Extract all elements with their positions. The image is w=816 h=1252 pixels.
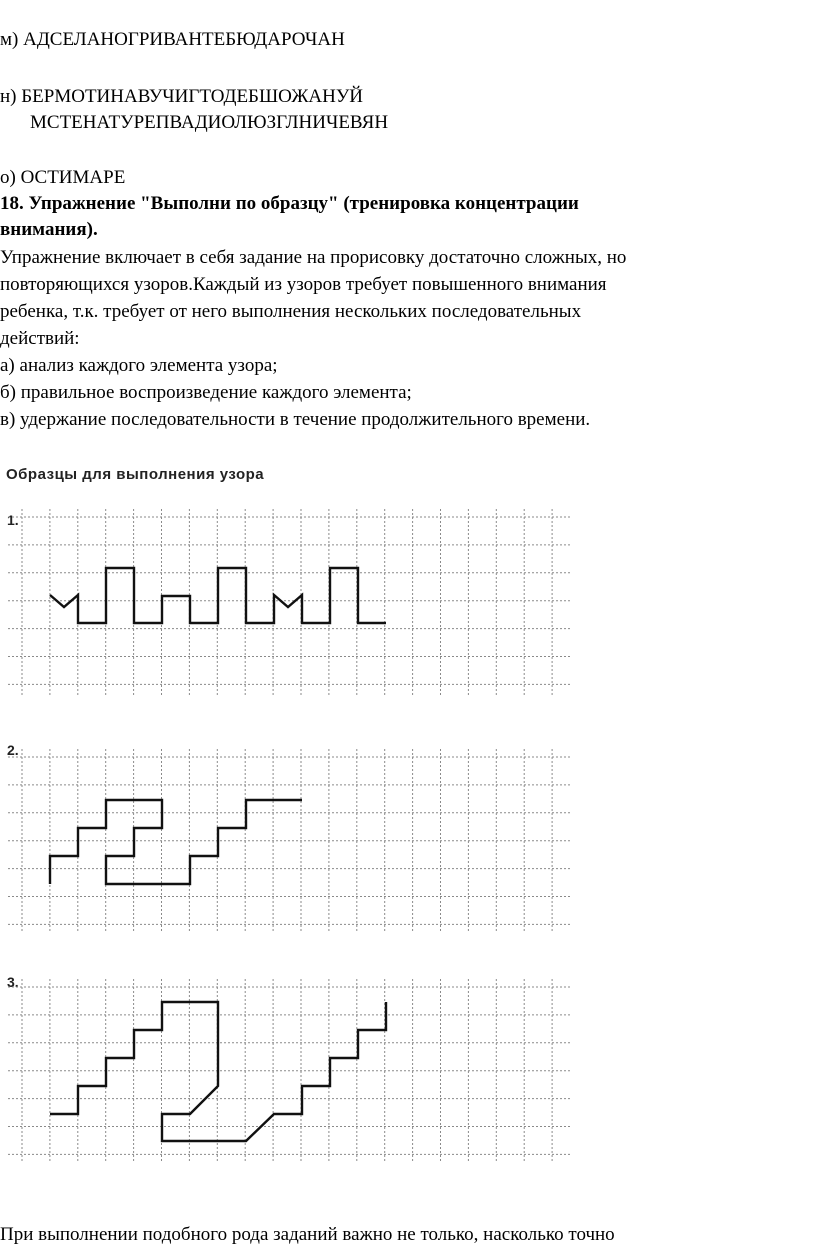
task-line-o: о) ОСТИМАРЕ bbox=[0, 167, 126, 188]
body-line-2: повторяющихся узоров.Каждый из узоров требует повышенного внимания bbox=[0, 274, 607, 295]
pattern-3-label: 3. bbox=[7, 974, 19, 990]
body-line-3: ребенка, т.к. требует от него выполнения нескольких последовательных bbox=[0, 301, 582, 322]
figure-title: Образцы для выполнения узора bbox=[6, 466, 265, 483]
list-item-b: б) правильное воспроизведение каждого элемента; bbox=[0, 382, 412, 403]
pattern-3-grid bbox=[0, 975, 575, 1170]
body-line-4: действий: bbox=[0, 328, 80, 349]
list-item-a: а) анализ каждого элемента узора; bbox=[0, 355, 278, 376]
list-item-c: в) удержание последовательности в течение продолжительного времени. bbox=[0, 409, 591, 430]
exercise-heading: 18. Упражнение "Выполни по образцу" (тренировка концентрации bbox=[0, 193, 579, 214]
exercise-heading-continuation: внимания). bbox=[0, 219, 98, 240]
body-line-1: Упражнение включает в себя задание на прорисовку достаточно сложных, но bbox=[0, 247, 627, 268]
pattern-1-label: 1. bbox=[7, 512, 19, 528]
pattern-1-path bbox=[50, 568, 386, 623]
pattern-3-gridlines bbox=[8, 979, 570, 1162]
pattern-1-gridlines bbox=[8, 509, 570, 697]
task-line-m: м) АДСЕЛАНОГРИВАНТЕБЮДАРОЧАН bbox=[0, 29, 345, 50]
pattern-1-grid bbox=[0, 505, 575, 705]
task-line-n-continuation: МСТЕНАТУРЕПВАДИОЛЮЗГЛНИЧЕВЯН bbox=[30, 112, 389, 133]
task-line-n: н) БЕРМОТИНАВУЧИГТОДЕБШОЖАНУЙ bbox=[0, 86, 364, 107]
pattern-2-grid bbox=[0, 745, 575, 940]
pattern-3-path bbox=[50, 1002, 386, 1141]
pattern-2-gridlines bbox=[8, 749, 570, 932]
footer-line: При выполнении подобного рода заданий важно не только, насколько точно bbox=[0, 1224, 615, 1245]
pattern-2-label: 2. bbox=[7, 742, 19, 758]
